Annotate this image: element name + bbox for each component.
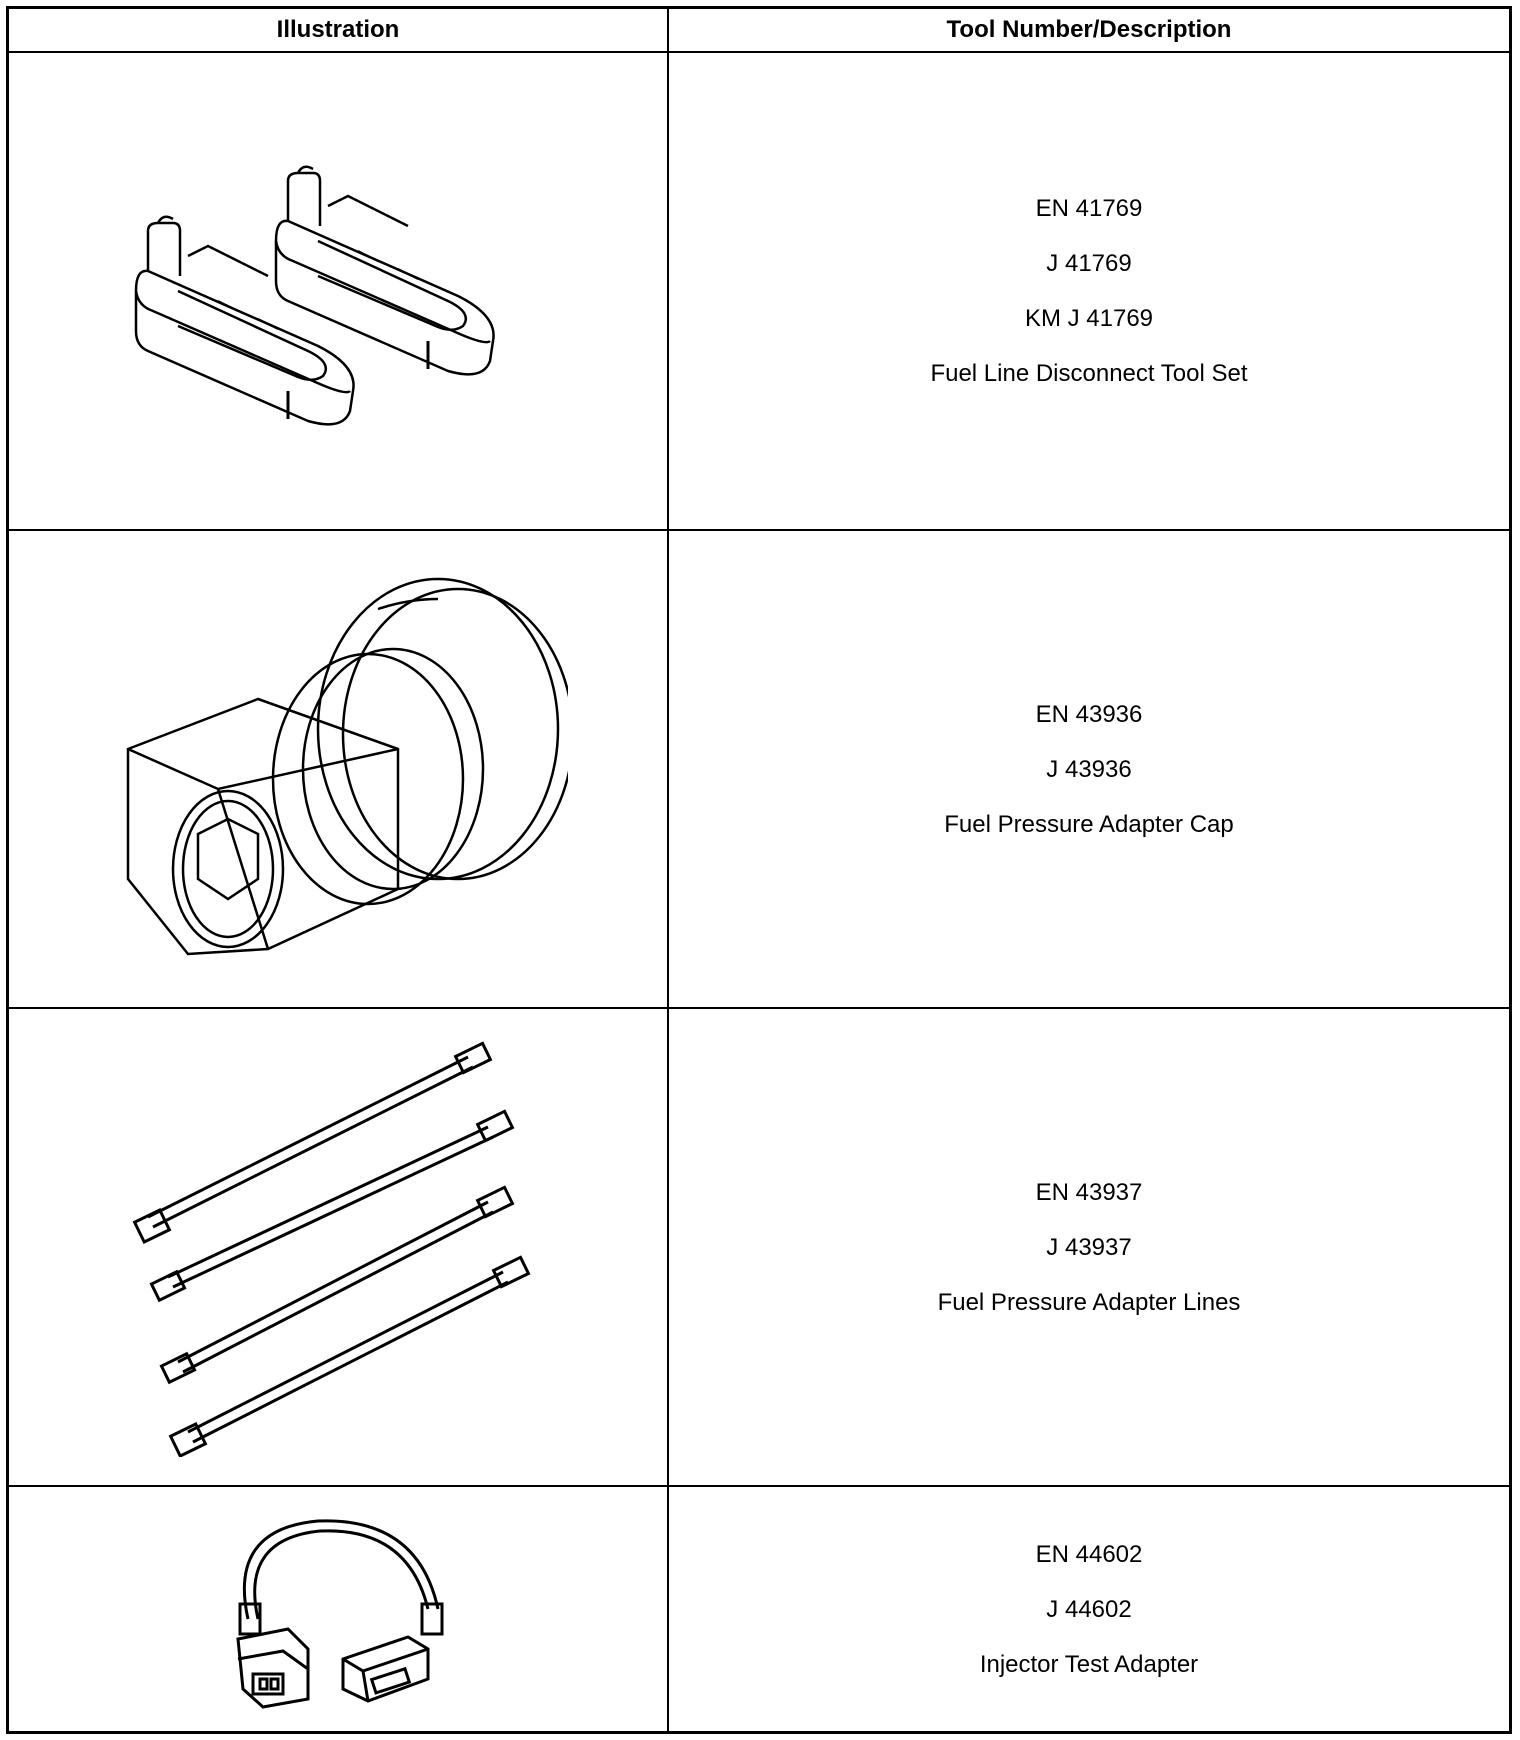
tool-number-j: J 43936 [1046, 755, 1132, 783]
tool-number-en: EN 44602 [1035, 1540, 1143, 1568]
illustration-cell [9, 53, 669, 529]
tool-description: Injector Test Adapter [979, 1650, 1199, 1678]
tool-header: Tool Number/Description [946, 16, 1232, 43]
tool-number-j: J 43937 [1046, 1233, 1132, 1261]
injector-adapter-icon [208, 1509, 468, 1709]
description-cell [669, 53, 1509, 529]
table-row [9, 531, 1509, 1009]
tool-number-km: KM J 41769 [1024, 305, 1154, 332]
adapter-lines-icon [128, 1037, 548, 1457]
table-row [9, 1009, 1509, 1487]
tool-number-en: EN 41769 [1035, 195, 1143, 222]
tool-number-j: J 41769 [1046, 250, 1132, 277]
header-row [9, 9, 1509, 53]
description-cell [669, 531, 1509, 1007]
illustration-cell [9, 1009, 669, 1485]
illustration-cell [9, 1487, 669, 1731]
table-row [9, 1487, 1509, 1731]
tool-number-en: EN 43936 [1035, 700, 1143, 728]
tool-description: Fuel Line Disconnect Tool Set [930, 360, 1248, 387]
disconnect-tool-set-icon [118, 151, 558, 431]
tool-number-j: J 44602 [1046, 1595, 1132, 1623]
table-row [9, 53, 1509, 531]
tool-description: Fuel Pressure Adapter Lines [937, 1288, 1241, 1316]
description-cell [669, 1487, 1509, 1731]
adapter-cap-icon [108, 569, 568, 969]
description-cell [669, 1009, 1509, 1485]
tool-table [6, 6, 1512, 1734]
illustration-cell [9, 531, 669, 1007]
tool-description: Fuel Pressure Adapter Cap [944, 810, 1234, 838]
tool-number-en: EN 43937 [1035, 1178, 1143, 1206]
illustration-header: Illustration [9, 9, 669, 51]
